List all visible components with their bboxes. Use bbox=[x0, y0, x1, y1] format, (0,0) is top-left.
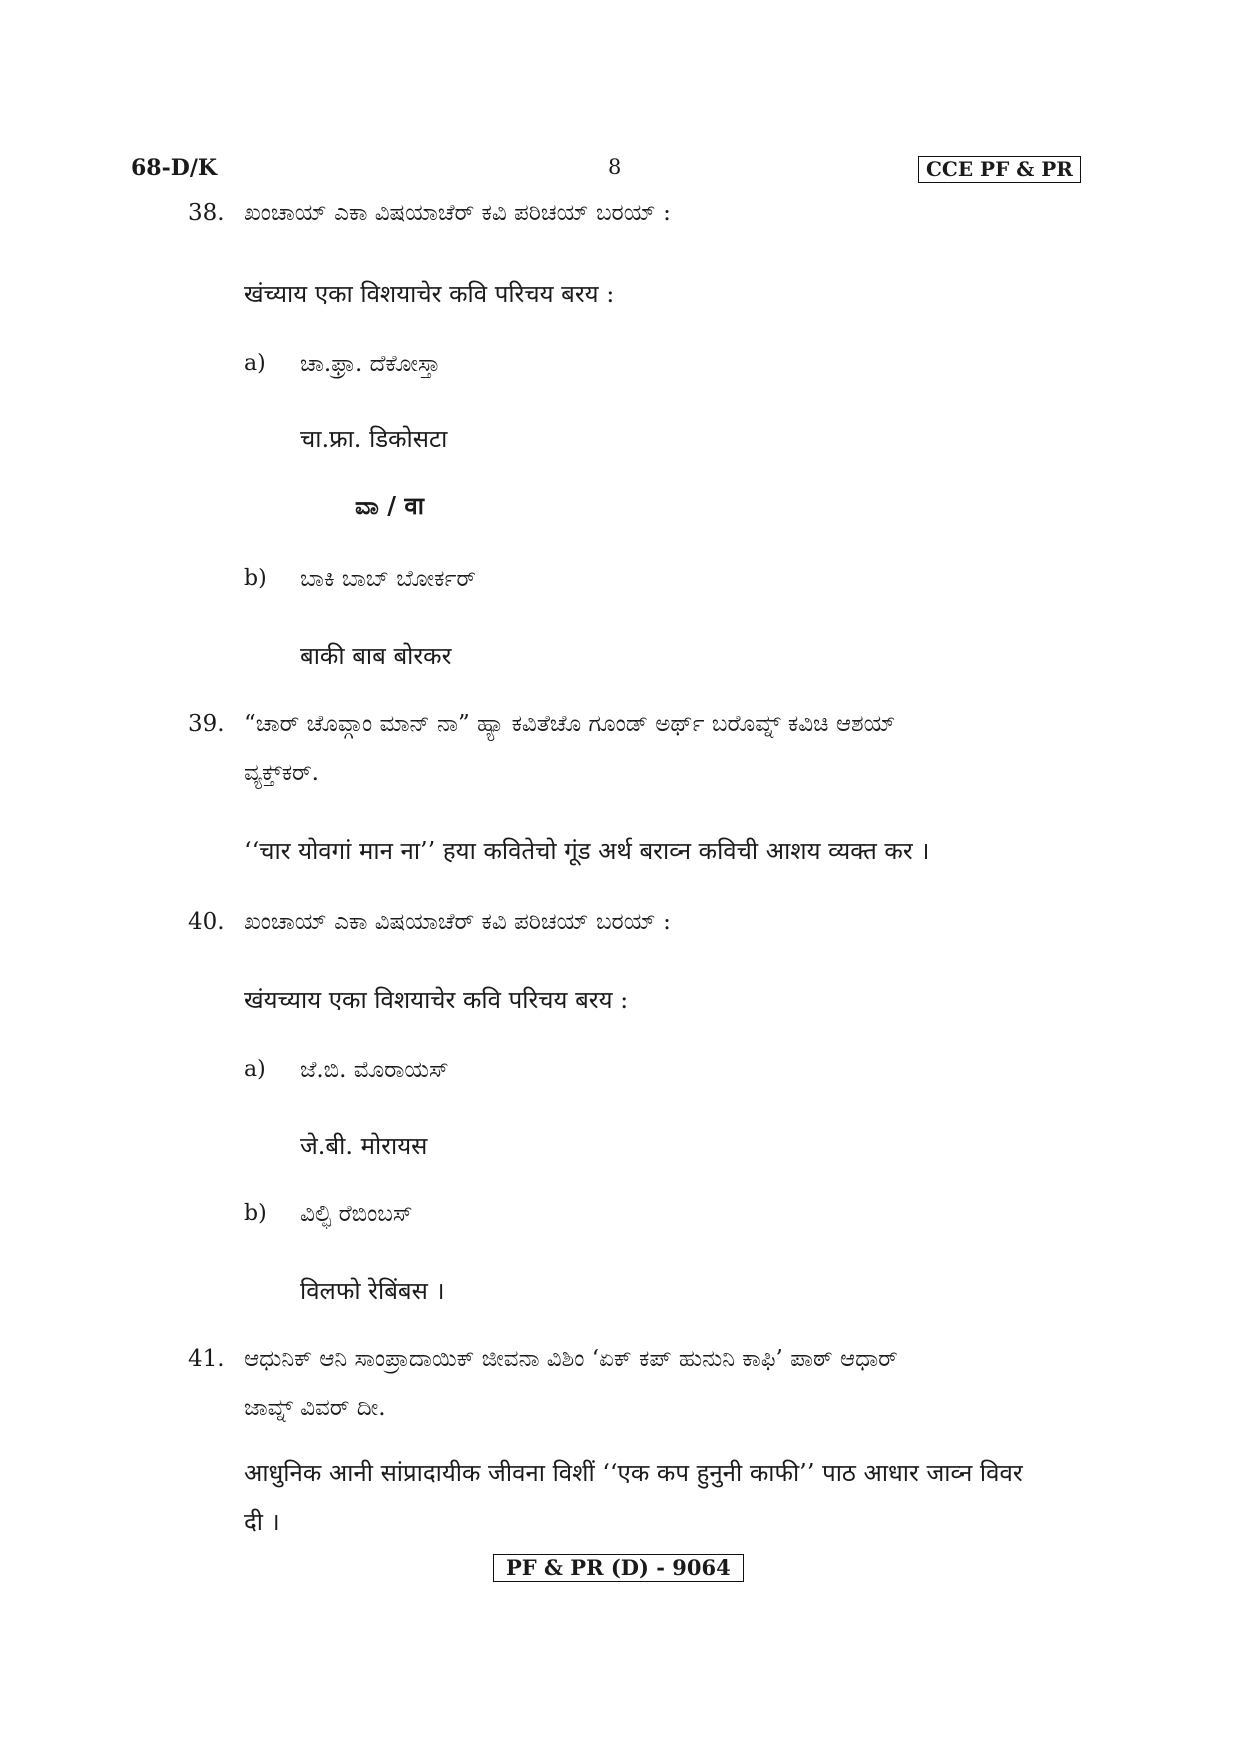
option-40b-hindi: विलफो रेबिंबस । bbox=[300, 1277, 445, 1305]
option-38a-kannada: ಚಾ.ಫ್ರಾ. ದೆಕೋಸ್ತಾ bbox=[300, 351, 441, 377]
option-40b-kannada: ವಿಲ್ಫಿ ರೆಬಿಂಬಸ್ bbox=[300, 1201, 413, 1227]
footer-code-box: PF & PR (D) - 9064 bbox=[493, 1554, 744, 1582]
question-39-hindi: ‘‘चार योवगां मान ना’’ हया कवितेचो गूंड अर्थ बराव्न कविची आशय व्यक्त कर । bbox=[244, 837, 930, 865]
option-38b-hindi: बाकी बाब बोरकर bbox=[300, 642, 452, 670]
question-41-hindi-line2: दी । bbox=[244, 1508, 280, 1536]
option-38a-hindi: चा.फ्रा. डिकोसटा bbox=[300, 425, 448, 453]
question-41-kannada-line1: ಆಧುನಿಕ್ ಆನಿ ಸಾಂಪ್ರಾದಾಯಿಕ್ ಜೀವನಾ ವಿಶಿಂ ‘ಏಕ್ ಕಪ್ ಹುನುನಿ ಕಾಫಿ’ ಪಾಠ್ ಆಧಾರ್ bbox=[244, 1346, 898, 1372]
or-separator: ವಾ / वा bbox=[355, 491, 424, 520]
question-39-kannada-line2: ವ್ಯಕ್ತ್‌ಕರ್. bbox=[244, 760, 319, 786]
question-38-number: 38. bbox=[188, 200, 225, 226]
option-38b-label: b) bbox=[244, 566, 267, 591]
question-39-kannada-line1: “ಚಾರ್ ಚೊವ್ಗಾಂ ಮಾನ್ ನಾ” ಹ್ಯಾ ಕವಿತೆಚೊ ಗೂಂಡ್ ಅರ್ಥ್ ಬರೊವ್ನ್ ಕವಿಚಿ ಆಶಯ್ bbox=[244, 711, 896, 737]
option-40a-kannada: ಜೆ.ಬಿ. ಮೊರಾಯಸ್ bbox=[300, 1057, 449, 1083]
question-38-hindi: खंच्याय एका विशयाचेर कवि परिचय बरय : bbox=[244, 280, 615, 308]
question-41-hindi-line1: आधुनिक आनी सांप्रादायीक जीवना विशीं ‘‘एक कप हुनुनी काफी’’ पाठ आधार जाव्न विवर bbox=[244, 1459, 1023, 1487]
option-38b-kannada: ಬಾಕಿ ಬಾಬ್ ಬೋರ್ಕರ್ bbox=[300, 566, 477, 592]
option-40b-label: b) bbox=[244, 1201, 267, 1226]
question-41-number: 41. bbox=[188, 1346, 225, 1372]
option-40a-hindi: जे.बी. मोरायस bbox=[300, 1132, 428, 1160]
option-40a-label: a) bbox=[244, 1057, 266, 1082]
question-39-number: 39. bbox=[188, 711, 225, 737]
option-38a-label: a) bbox=[244, 351, 266, 376]
paper-code: 68-D/K bbox=[131, 155, 217, 181]
exam-board-box: CCE PF & PR bbox=[918, 156, 1081, 183]
question-38-kannada: ಖಂಚಾಯ್ ಎಕಾ ವಿಷಯಾಚೆರ್ ಕವಿ ಪರಿಚಯ್ ಬರಯ್ : bbox=[244, 200, 671, 226]
question-40-number: 40. bbox=[188, 909, 225, 935]
page-number: 8 bbox=[608, 155, 622, 179]
question-40-kannada: ಖಂಚಾಯ್ ಎಕಾ ವಿಷಯಾಚೆರ್ ಕವಿ ಪರಿಚಯ್ ಬರಯ್ : bbox=[244, 909, 671, 935]
question-40-hindi: खंयच्याय एका विशयाचेर कवि परिचय बरय : bbox=[244, 986, 629, 1014]
question-41-kannada-line2: ಜಾವ್ನ್ ವಿವರ್ ದೀ. bbox=[244, 1395, 386, 1421]
